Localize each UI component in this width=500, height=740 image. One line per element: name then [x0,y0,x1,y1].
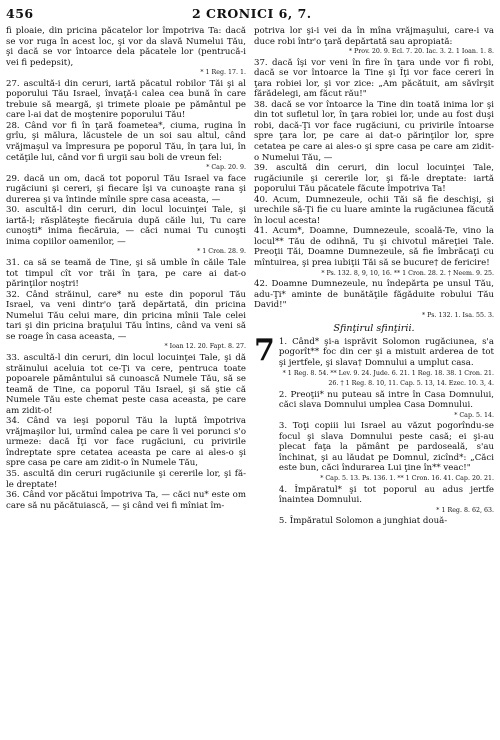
verse-text: 41. Acum*, Doamne, Dumnezeule, scoală-Te, vino la locul** Tău de odihnă, Tu şi chivotul măreţiei Tale. Preoţii Tăi, Doamne Dumnezeule, să fie îmbrăcaţi cu mîntuirea, şi prea iubiţii Tăi să se bucure† de fericire! [254,226,494,269]
page-header [6,6,494,24]
left-column [6,26,246,527]
verse-text: 29. dacă un om, dacă tot poporul Tău Israel va face rugăciuni şi cereri, şi fiecare îşi va cunoaşte rana şi durerea şi va întinde mînile spre casa aceasta, — [6,173,246,205]
verse [254,279,494,321]
cross-reference: * Ps. 132. 1. Isa. 55. 3. [422,311,494,319]
cross-reference: * 1 Reg. 8. 62, 63. [436,506,494,514]
cross-reference: * Cap. 20. 9. [206,164,246,172]
verse-text: 30. ascultă-l din ceruri, din locul locuinţei Tale, şi iartă-l; răsplăteşte fiecăruia după căile lui, Tu care cunoşti* inima fiecăruia, — căci numai Tu cunoşti inima copiilor oamenilor, — [6,205,246,247]
verse [279,516,494,527]
verse [6,121,246,174]
verse-text: 36. Când vor păcătui împotriva Ta, — căci nu* este om care să nu păcătuiască, — şi când vei fi mîniat îm- [6,490,246,511]
verse-text: 3. Toţi copiii lui Israel au văzut pogorîndu-se focul şi slava Domnului peste casă; ei şi-au plecat faţa la pământ pe pardoseală, s'au închinat, şi au lăudat pe Domnul, zicînd*: „Căci este bun, căci îndurarea Lui ţine în** veac!" [278,421,494,474]
verse [6,469,246,490]
verse [254,100,494,163]
verse [279,390,494,422]
cross-reference: * Cap. 5. 13. Ps. 136. 1. ** 1 Cron. 16. 41. Cap. 20. 21. [320,474,494,482]
verse [279,337,494,390]
cross-reference: * 1 Reg. 8. 54. ** Lev. 9. 24. Jude. 6. 21. 1 Reg. 18. 38. 1 Cron. 21. 26. † 1 Reg. 8. 10, 11. Cap. 5. 13, 14. Ezec. 10. 3, 4. [282,369,494,388]
verse-text: 35. ascultă din ceruri rugăciunile şi cererile lor, şi fă-le dreptate! [6,468,246,490]
verse-text: 4. Împăratul* şi tot poporul au adus jertfe înaintea Domnului. [278,484,494,506]
verse-text: 32. Când străinul, care* nu este din poporul Tău Israel, va veni dintr'o ţară depărtată, din pricina Numelui Tău celui mare, din pricina mînii Tale celei tari şi din pricina braţului Tău întins, când va veni să se roage în casa aceasta, — [6,289,246,342]
verse-text: 2. Preoţii* nu puteau să intre în Casa Domnului, căci slava Domnului umplea Casa Domnului. [278,389,494,411]
verse-text: 38. dacă se vor întoarce la Tine din toată inima lor şi din tot sufletul lor, în ţara robiei lor, unde au fost duşi robi, dacă-Ţi vor face rugăciuni, cu privirile întoarse spre ţara lor, pe care ai dat-o părinţilor lor, spre cetatea pe care ai ales-o şi spre casa pe care am zidit-o Numelui Tău, — [254,99,494,163]
verse [254,26,494,58]
verse-text: 34. Când va ieşi poporul Tău la luptă împotriva vrăjmaşilor lui, urmînd calea pe care îi vei porunci s'o urmeze: dacă Îţi vor face rugăciuni, cu privirile îndreptate spre cetatea aceasta pe care ai ales-o şi spre casa pe care am zidit-o în Numele Tău, [6,416,246,469]
verse [254,226,494,279]
chapter-verses [279,337,494,527]
chapter-block [254,332,494,527]
section-title: Sfinţirul sfinţirii. [333,323,415,335]
right-column-verses [254,26,494,321]
verse-text: fi ploaie, din pricina păcatelor lor împotriva Ta: dacă se vor ruga în acest loc, şi vor da slavă Numelui Tău, şi dacă se vor întoarce dela păcatele lor (pentrucă-i vei fi pedepsit), [6,26,246,68]
text-columns [6,26,494,527]
verse [6,174,246,206]
verse [6,79,246,121]
verse-text: 42. Doamne Dumnezeule, nu îndepărta pe unsul Tău, adu-Ţi* aminte de bunătăţile făgăduite robului Tău David!" [254,279,494,311]
verse [6,290,246,353]
verse [6,26,246,79]
cross-reference: * Cap. 5. 14. [454,411,494,419]
verse [254,163,494,195]
verse [6,353,246,416]
verse [279,421,494,484]
page-number: 456 [6,6,34,21]
verse [279,485,494,517]
chapter-number: 7 [254,332,275,368]
verse-text: 27. ascultă-i din ceruri, iartă păcatul robilor Tăi şi al poporului Tău Israel, învaţă-i calea cea bună în care trebuie să meargă, şi trimete ploaie pe pământul pe care l-ai dat de moştenire poporului Tău! [6,78,246,121]
verse-text: 37. dacă îşi vor veni în fire în ţara unde vor fi robi, dacă se vor întoarce la Tine şi Îţi vor face cereri în ţara robiei lor, şi vor zice: „Am păcătuit, am săvîrşit fărădelegi, am făcut rău!" [254,57,494,100]
verse-text: 5. Împăratul Solomon a junghiat două- [278,516,448,527]
cross-reference: * 1 Reg. 17. 1. [200,69,246,77]
verse-text: 33. ascultă-l din ceruri, din locul locuinţei Tale, şi dă străinului aceluia tot ce-Ţi va cere, pentruca toate popoarele pământului să cunoască Numele Tău, să se teamă de Tine, ca poporul Tău Israel, şi să ştie că Numele Tău este chemat peste casa aceasta, pe care am zidit-o! [6,352,246,416]
verse-text: 40. Acum, Dumnezeule, ochii Tăi să fie deschişi, şi urechile să-Ţi fie cu luare aminte la rugăciunea făcută în locul acesta! [254,194,494,226]
cross-reference: * 1 Cron. 28. 9. [197,248,246,256]
verse-text: 39. ascultă din ceruri, din locul locuinţei Tale, rugăciunile şi cererile lor, şi fă-le dreptate: iartă poporului Tău păcatele făcute împotriva Ta! [254,163,494,195]
verse [254,195,494,227]
cross-reference: * Ps. 132. 8, 9, 10, 16. ** 1 Cron. 28. 2. † Neem. 9. 25. [321,269,494,277]
verse [6,258,246,290]
cross-reference: * Prov. 20. 9. Ecl. 7. 20. Iac. 3. 2. 1 Ioan. 1. 8. [348,48,494,56]
right-column [254,26,494,527]
running-title: 2 CRONICI 6, 7. [191,6,312,21]
verse [6,205,246,258]
verse-text: potriva lor şi-i vei da în mîna vrăjmaşului, care-i va duce robi într'o ţară depărtată sau apropiată: [254,26,494,47]
verse-text: 1. Când* şi-a isprăvit Solomon rugăciunea, s'a pogorît** foc din cer şi a mistuit arderea de tot şi jertfele, şi slava† Domnului a umplut casa. [278,336,494,368]
verse-text: 31. ca să se teamă de Tine, şi să umble în căile Tale tot timpul cît vor trăi în ţara, pe care ai dat-o părinţilor noştri! [6,258,246,290]
verse [254,58,494,100]
verse-text: 28. Când vor fi în ţară foametea*, ciuma, rugina în grîu, şi mălura, lăcustele de un soi sau altul, când vrăjmaşul va împresura pe poporul Tău, în ţara lui, în cetăţile lui, când vor fi urgii sau boli de vreun fel: [6,120,246,163]
cross-reference: * Ioan 12. 20. Fapt. 8. 27. [164,343,246,351]
verse [6,416,246,469]
verse [6,490,246,511]
